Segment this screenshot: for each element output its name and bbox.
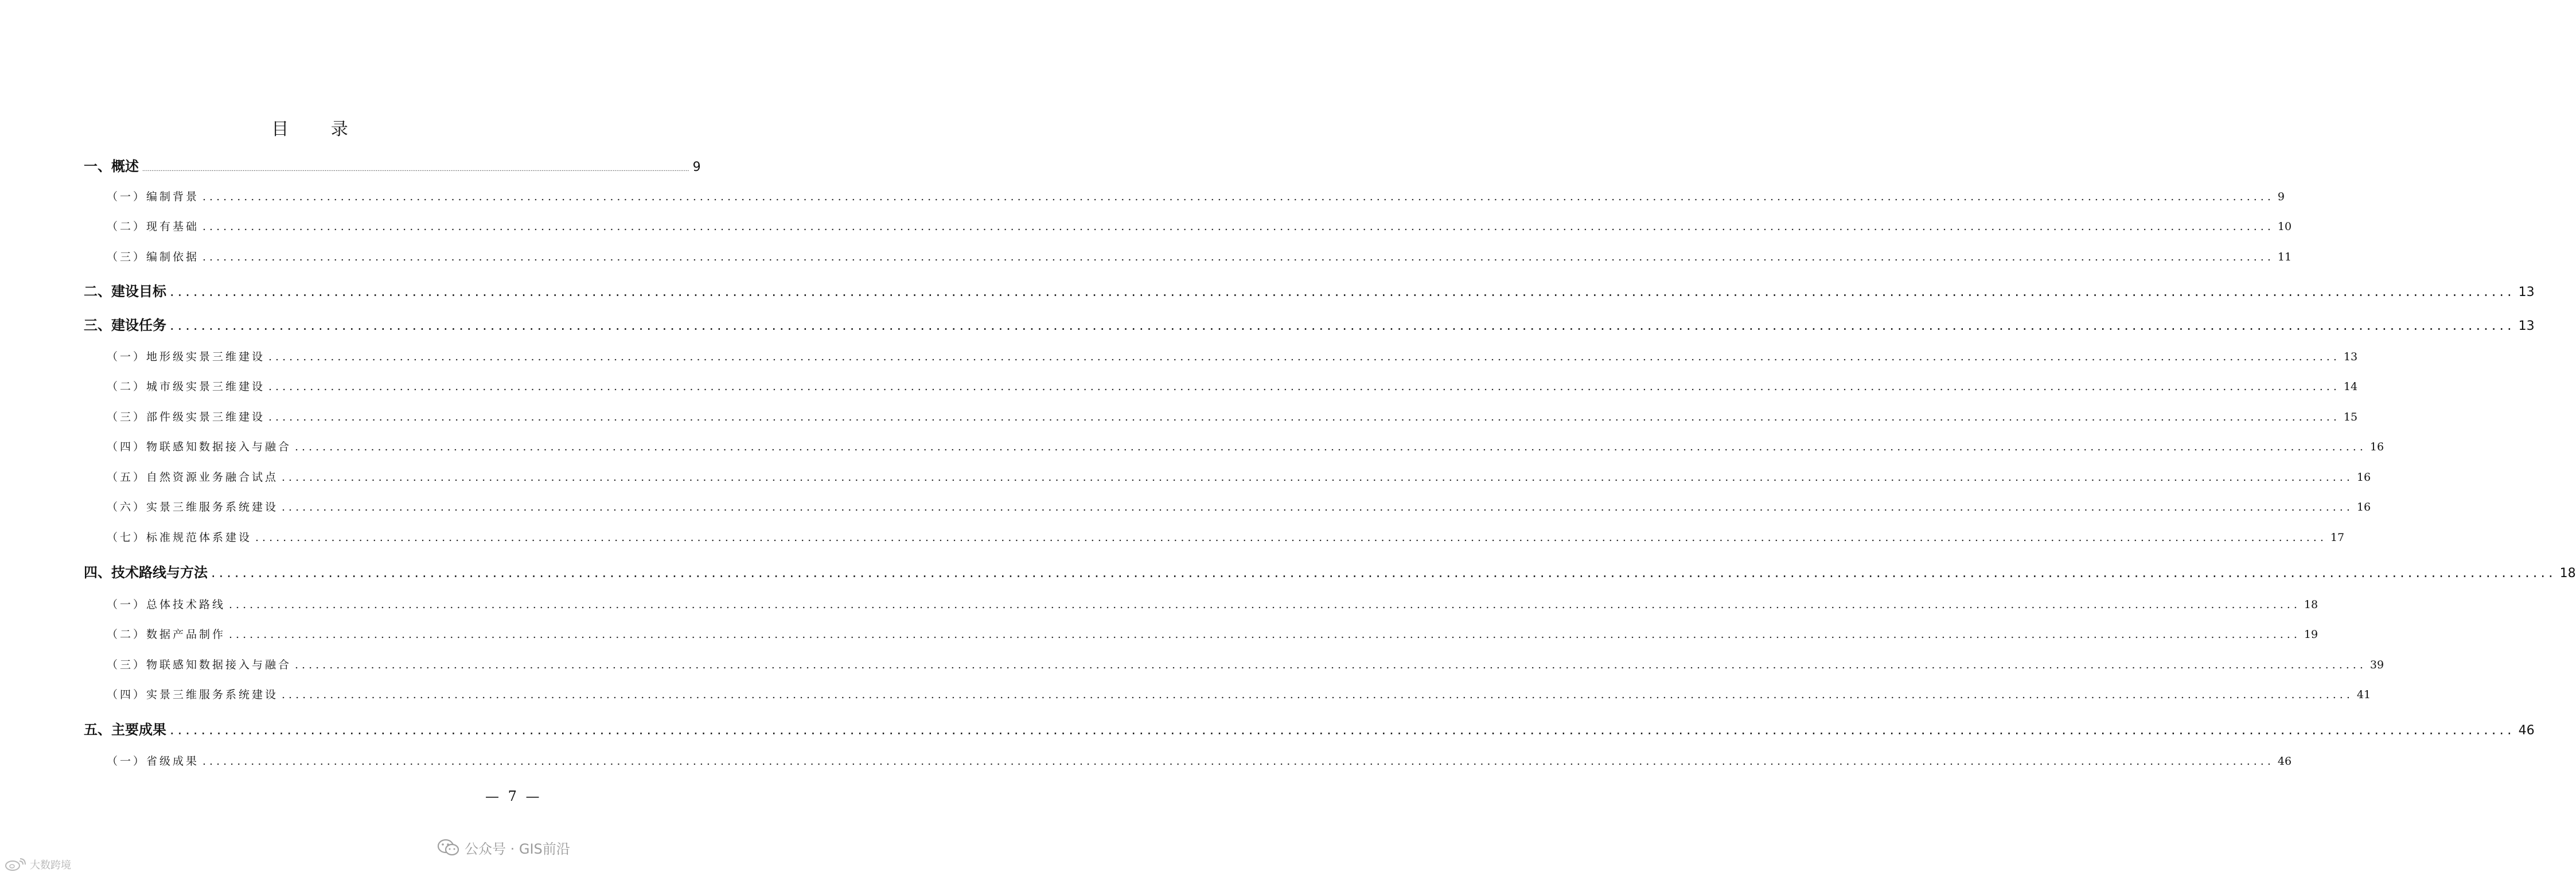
toc-dot-leader: ............................................................................................................................................................................................................................................................................................................ [295, 659, 2367, 671]
toc-label: （一）编制背景 [107, 190, 200, 203]
toc-dot-leader: ............................................................................................................................................................................................................................................................................................................ [282, 501, 2353, 513]
toc-subsection[interactable] [107, 499, 2371, 514]
toc-label: （四）实景三维服务系统建设 [107, 688, 279, 701]
toc-dot-leader: ............................................................................................................................................................................................................................................................................................................ [229, 628, 2301, 641]
toc-label: （二）城市级实景三维建设 [107, 380, 266, 393]
toc-subsection[interactable] [107, 408, 2358, 424]
toc-label: （一）总体技术路线 [107, 598, 226, 611]
toc-page-number: 17 [2330, 531, 2345, 544]
toc-title: 目 录 [271, 119, 367, 139]
toc-dot-leader: ............................................................................................................................................................................................................................................................................................................ [142, 166, 689, 173]
toc-dot-leader: ............................................................................................................................................................................................................................................................................................................ [170, 283, 2515, 299]
toc-label: 三、建设任务 [84, 317, 166, 333]
toc-label: （一）省级成果 [107, 755, 200, 768]
toc-dot-leader: ............................................................................................................................................................................................................................................................................................................ [295, 441, 2367, 453]
watermark-weibo [5, 857, 71, 872]
watermark-wechat [437, 838, 570, 858]
toc-page-number: 13 [2343, 351, 2358, 363]
toc-label: （三）部件级实景三维建设 [107, 411, 266, 423]
toc-dot-leader: ............................................................................................................................................................................................................................................................................................................ [170, 317, 2515, 333]
toc-section[interactable] [84, 314, 2535, 334]
toc-label: （三）编制依据 [107, 251, 200, 263]
toc-page-number: 9 [692, 160, 701, 174]
weibo-icon [5, 858, 26, 871]
toc-page-number: 9 [2277, 190, 2285, 203]
toc-page-number: 14 [2343, 380, 2358, 393]
toc-dot-leader: ............................................................................................................................................................................................................................................................................................................ [202, 190, 2274, 203]
toc-dot-leader: ............................................................................................................................................................................................................................................................................................................ [202, 755, 2274, 768]
toc-section[interactable] [84, 561, 2576, 581]
toc-subsection[interactable] [107, 218, 2292, 233]
toc-label: （二）数据产品制作 [107, 628, 226, 641]
toc-section[interactable] [84, 155, 701, 175]
toc-subsection[interactable] [107, 686, 2371, 702]
toc-dot-leader: ............................................................................................................................................................................................................................................................................................................ [282, 471, 2353, 484]
toc-subsection[interactable] [107, 656, 2384, 672]
watermark-right-text: 公众号 · GIS前沿 [465, 841, 570, 857]
toc-label: （七）标准规范体系建设 [107, 531, 252, 544]
toc-subsection[interactable] [107, 626, 2318, 641]
toc-label: 五、主要成果 [84, 722, 166, 738]
toc-subsection[interactable] [107, 348, 2358, 364]
toc-page-number: 16 [2370, 441, 2384, 453]
toc-label: （五）自然资源业务融合试点 [107, 471, 279, 484]
toc-dot-leader: ............................................................................................................................................................................................................................................................................................................ [202, 220, 2274, 233]
toc-label: （三）物联感知数据接入与融合 [107, 659, 292, 671]
toc-page-number: 41 [2356, 688, 2371, 701]
toc-label: （一）地形级实景三维建设 [107, 351, 266, 363]
toc-dot-leader: ............................................................................................................................................................................................................................................................................................................ [229, 598, 2301, 611]
toc-subsection[interactable] [107, 378, 2358, 394]
toc-label: 二、建设目标 [84, 283, 166, 299]
toc-subsection[interactable] [107, 753, 2292, 768]
page-number: — 7 — [485, 788, 542, 804]
toc-dot-leader: ............................................................................................................................................................................................................................................................................................................ [268, 411, 2340, 423]
toc-page-number: 13 [2518, 285, 2535, 299]
toc-page-number: 46 [2277, 755, 2292, 768]
toc-dot-leader: ............................................................................................................................................................................................................................................................................................................ [170, 722, 2515, 738]
toc-page-number: 15 [2343, 411, 2358, 423]
watermark-left-text: 大数跨境 [30, 859, 71, 871]
toc-label: 一、概述 [84, 158, 139, 174]
toc-page-number: 18 [2304, 598, 2318, 611]
toc-subsection[interactable] [107, 469, 2371, 484]
toc-subsection[interactable] [107, 596, 2318, 612]
toc-page-number: 11 [2277, 251, 2292, 263]
toc-page-number: 46 [2518, 723, 2535, 738]
wechat-icon [437, 839, 460, 857]
toc-dot-leader: ............................................................................................................................................................................................................................................................................................................ [211, 564, 2556, 581]
toc-dot-leader: ............................................................................................................................................................................................................................................................................................................ [282, 688, 2353, 701]
toc-page-number: 16 [2356, 471, 2371, 484]
toc-subsection[interactable] [107, 248, 2292, 264]
toc-dot-leader: ............................................................................................................................................................................................................................................................................................................ [202, 251, 2274, 263]
toc-dot-leader: ............................................................................................................................................................................................................................................................................................................ [268, 380, 2340, 393]
toc-section[interactable] [84, 718, 2535, 738]
toc-page-number: 16 [2356, 501, 2371, 513]
toc-label: 四、技术路线与方法 [84, 564, 208, 581]
toc-subsection[interactable] [107, 529, 2345, 544]
toc-label: （六）实景三维服务系统建设 [107, 501, 279, 513]
toc-label: （二）现有基础 [107, 220, 200, 233]
toc-page-number: 10 [2277, 220, 2292, 233]
toc-label: （四）物联感知数据接入与融合 [107, 441, 292, 453]
toc-subsection[interactable] [107, 188, 2285, 204]
toc-page-number: 39 [2370, 659, 2384, 671]
toc-subsection[interactable] [107, 438, 2384, 454]
toc-page-number: 18 [2559, 566, 2576, 581]
toc-page-number: 19 [2304, 628, 2318, 641]
toc-page-number: 13 [2518, 319, 2535, 333]
toc-dot-leader: ............................................................................................................................................................................................................................................................................................................ [255, 531, 2327, 544]
toc-dot-leader: ............................................................................................................................................................................................................................................................................................................ [268, 351, 2340, 363]
toc-section[interactable] [84, 280, 2535, 300]
